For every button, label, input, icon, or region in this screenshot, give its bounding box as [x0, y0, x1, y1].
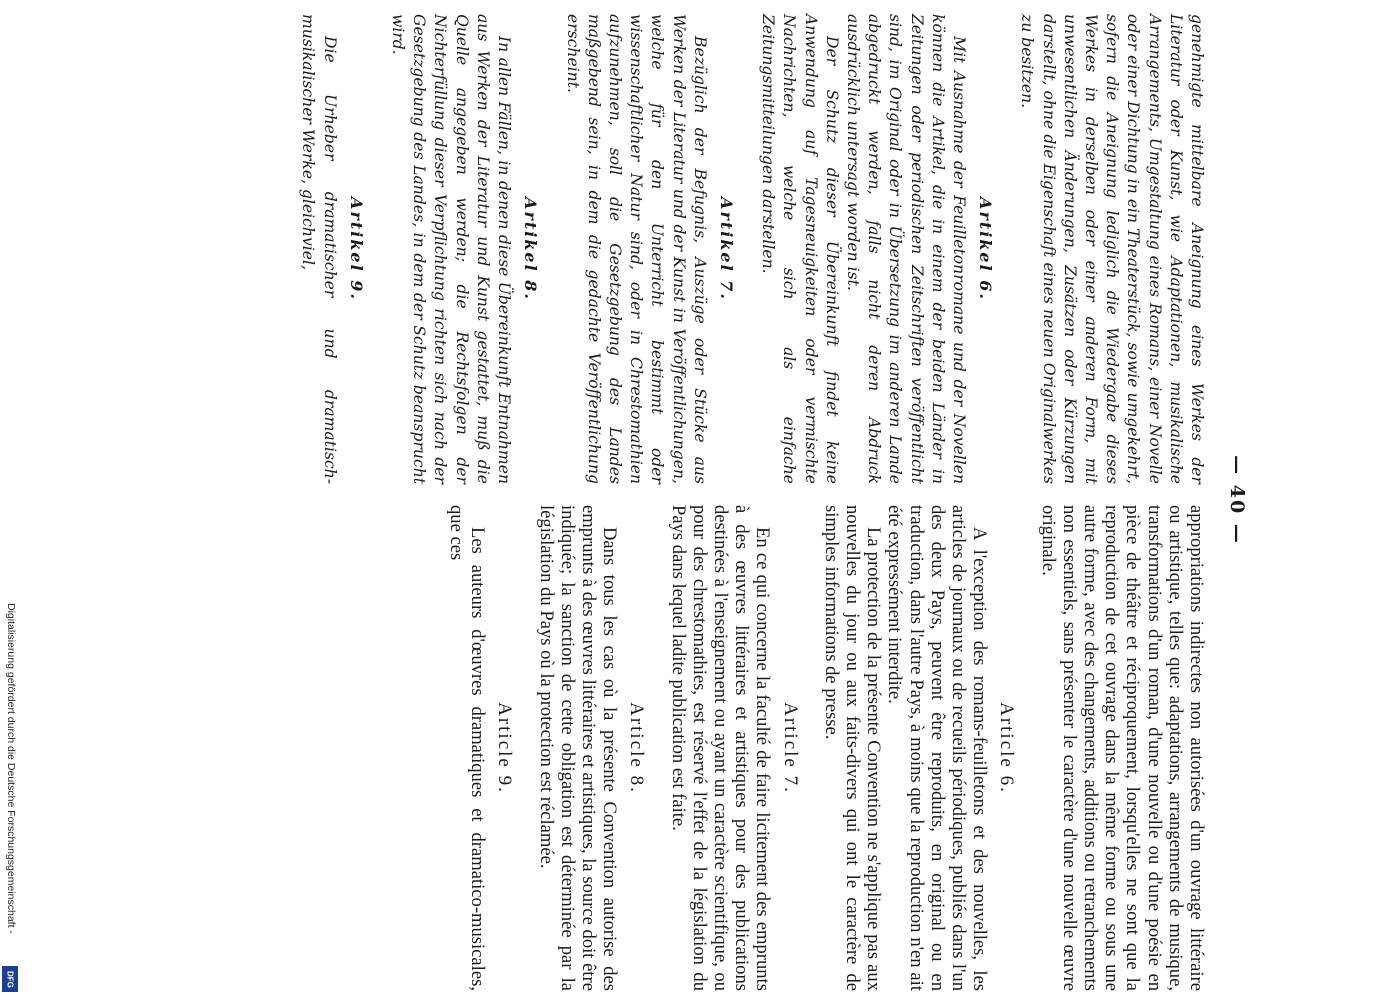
french-column: [446, 505, 1207, 991]
french-article-6-heading: Article 6.: [996, 702, 1018, 794]
french-article-9-heading: Article 9.: [494, 702, 516, 794]
german-article-9-heading: Artikel 9.: [346, 197, 366, 301]
german-article-6-paragraph-1: Mit Ausnahme der Feuilletonromane und der Novellen können die Artikel, die in einem der beiden Länder in Zeitungen oder periodischen Zeitschriften veröffentlicht sind, im Original oder in Übersetzung im anderen Lande abgedruckt werden, falls nicht deren Abdruck ausdrücklich untersagt worden ist.: [843, 14, 968, 484]
french-article-6-paragraph-2: La protection de la présente Convention ne s'applique pas aux nouvelles du jour ou aux faits-divers qui ont le caractère de simples informations de presse.: [820, 505, 885, 991]
digitisation-note: Digitalisierung gefördert durch die Deutsche Forschungsgemeinschaft -: [5, 603, 17, 934]
german-article-6-heading: Artikel 6.: [976, 197, 996, 301]
german-article-6-paragraph-2: Der Schutz dieser Übereinkunft findet keine Anwendung auf Tagesneuigkeiten oder vermischte Nachrichten, welche sich als einfache Zeitungsmitteilungen darstellen.: [759, 14, 841, 484]
page-number: — 40 —: [1226, 455, 1248, 545]
french-intro-paragraph: appropriations indirectes non autorisées d'un ouvrage littéraire ou artistique, telles que: adaptations, arrangements de musique, transformations d'un roman, d'une nouvelle ou d'une poésie en pièce de théâtre et réciproquement, lorsqu'elles ne sont que la reproduction de cet ouvrage dans la même forme ou sous une autre forme, avec des changements, additions ou retranchements non essentiels, sans présenter le caractère d'une nouvelle œuvre originale.: [1037, 505, 1207, 991]
french-article-7-paragraph-1: En ce qui concerne la faculté de faire licitement des emprunts à des œuvres littéraires et artistiques pour des publications destinées à l'enseignement ou ayant un caractère scientifique, ou pour des chrestomathies, est réservé l'effet de la législation du Pays dans lequel ladite publication est faite.: [667, 505, 774, 991]
german-article-7-heading: Artikel 7.: [716, 197, 736, 301]
french-article-7-heading: Article 7.: [779, 702, 801, 794]
german-column: [297, 14, 1207, 484]
digitisation-footer: [0, 0, 22, 1000]
german-article-8-paragraph-1: In allen Fällen, in denen diese Übereinkunft Entnahmen aus Werken der Literatur und Kunst gestattet, muß die Quelle angegeben werden; die Rechtsfolgen der Nichterfüllung dieser Verpflichtung richten sich nach der Gesetzgebung des Landes, in dem der Schutz beansprucht wird.: [389, 14, 514, 484]
german-article-9-paragraph-1: Die Urheber dramatischer und dramatisch-musikalischer Werke, gleichviel,: [299, 14, 339, 484]
french-article-6-paragraph-1: A l'exception des romans-feuilletons et des nouvelles, les articles de journaux ou de recueils périodiques, publiés dans l'un des deux Pays, peuvent être reproduits, en original ou en traduction, dans l'autre Pays, à moins que la reproduction n'en ait été expressément interdite.: [884, 505, 991, 991]
french-article-9-paragraph-1: Les auteurs d'œuvres dramatiques et dramatico-musicales, que ces: [445, 505, 489, 991]
dfg-logo-icon: DFG: [2, 966, 18, 992]
german-intro-paragraph: genehmigte mittelbare Aneignung eines Werkes der Literatur oder Kunst, wie Adaptationen, musikalische Arrangements, Umgestaltung eines Romans, einer Novelle oder einer Dichtung in ein Theaterstück, sowie umgekehrt, sofern die Aneignung lediglich die Wiedergabe dieses Werkes in derselben oder einer anderen Form, mit unwesentlichen Änderungen, Zusätzen oder Kürzungen darstellt, ohne die Eigenschaft eines neuen Originalwerkes zu besitzen.: [1018, 14, 1206, 484]
french-article-8-heading: Article 8.: [626, 702, 648, 794]
french-article-8-paragraph-1: Dans tous les cas où la présente Convention autorise des emprunts à des œuvres littéraires et artistiques, la source doit être indiquée; la sanction de cette obligation est déterminée par la législation du Pays où la protection est réclamée.: [535, 505, 621, 991]
german-article-8-heading: Artikel 8.: [521, 197, 541, 301]
german-article-7-paragraph-1: Bezüglich der Befugnis, Auszüge oder Stücke aus Werken der Literatur und der Kunst in Veröffentlichungen, welche für den Unterricht bestimmt oder wissenschaftlicher Natur sind, oder in Chrestomathien aufzunehmen, soll die Gesetzgebung des Landes maßgebend sein, in dem die gedachte Veröffentlichung erscheint.: [563, 14, 709, 484]
